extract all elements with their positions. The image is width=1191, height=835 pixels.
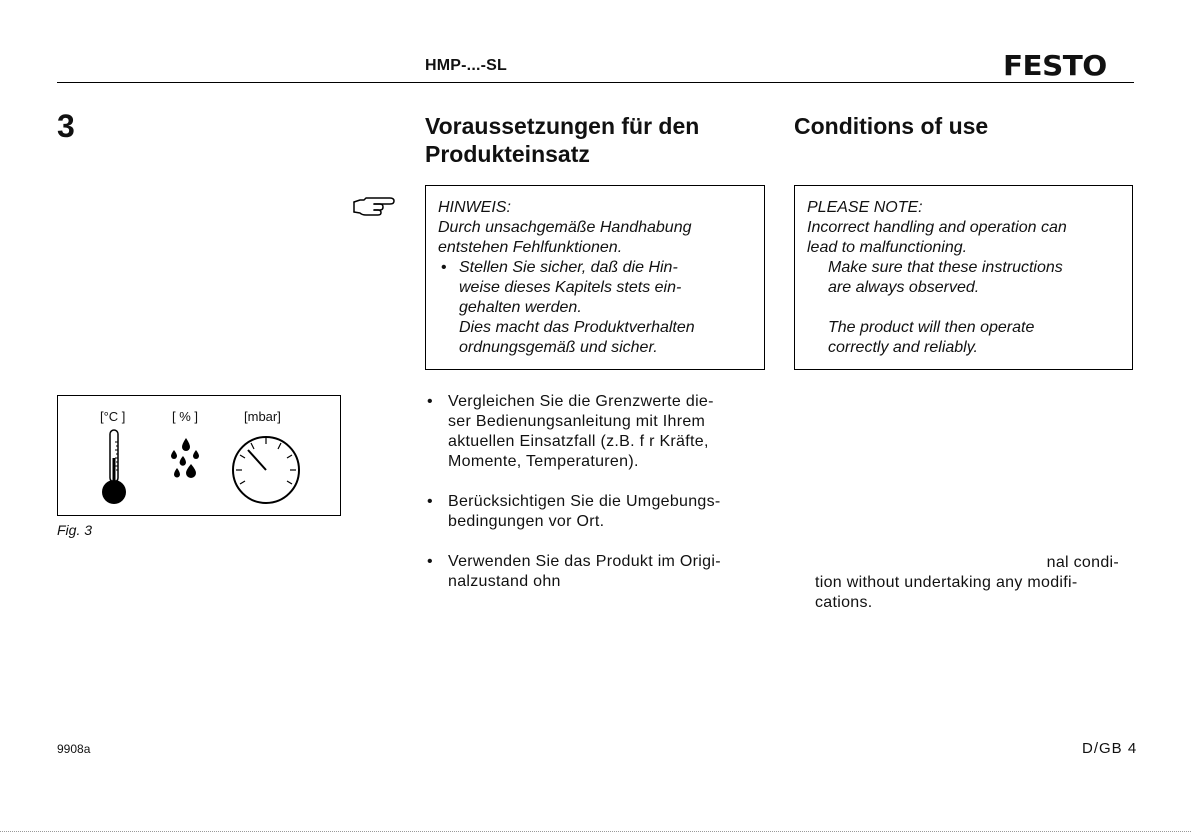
body-text-english-fragment <box>815 553 1135 613</box>
note-bullet-item <box>438 258 752 358</box>
list-item-line: Berücksichtigen Sie die Umgebungs- <box>448 493 721 510</box>
spacer <box>828 298 1120 318</box>
note-indent-line: Make sure that these instructions <box>828 259 1063 276</box>
list-item-line: ser Bedienungsanleitung mit Ihrem <box>448 413 706 430</box>
note-box-german <box>425 185 765 370</box>
heading-german <box>425 112 765 168</box>
page-edge-divider <box>0 831 1191 832</box>
note-line: entstehen Fehlfunktionen. <box>438 239 623 256</box>
bullet-icon: • <box>427 493 433 510</box>
festo-logo: FESTO <box>1003 49 1107 82</box>
list-item-line: aktuellen Einsatzfall (z.B. f r Kräfte, <box>448 433 709 450</box>
body-line: cations. <box>815 594 873 611</box>
note-title: PLEASE NOTE: <box>807 199 923 216</box>
document-code: 9908a <box>57 742 91 756</box>
list-item <box>425 552 770 592</box>
note-box-english <box>794 185 1133 370</box>
heading-german-line-1: Voraussetzungen für den <box>425 113 700 139</box>
list-item <box>425 492 770 532</box>
note-line: Durch unsachgemäße Handhabung <box>438 219 692 236</box>
heading-english: Conditions of use <box>794 113 989 139</box>
chapter-number: 3 <box>57 108 75 144</box>
list-item-line: Verwenden Sie das Produkt im Origi- <box>448 553 721 570</box>
note-line: Incorrect handling and operation can <box>807 219 1067 236</box>
note-indent-line: The product will then operate <box>828 319 1035 336</box>
page-number: D/GB 4 <box>1082 740 1138 757</box>
note-indent-block <box>807 258 1120 358</box>
note-indent-line: correctly and reliably. <box>828 339 978 356</box>
heading-german-line-2: Produkteinsatz <box>425 141 590 167</box>
list-item <box>425 392 770 472</box>
note-bullet-line: weise dieses Kapitels stets ein- <box>459 279 682 296</box>
body-line: nal condi- <box>1046 554 1119 571</box>
body-line: tion without undertaking any modifi- <box>815 574 1078 591</box>
humidity-drops-icon <box>166 436 202 487</box>
list-item-line: Momente, Temperaturen). <box>448 453 639 470</box>
bullet-icon: • <box>441 259 447 276</box>
humidity-unit-label: [ % ] <box>172 409 199 424</box>
header-divider <box>57 82 1134 83</box>
list-item-line: bedingungen vor Ort. <box>448 513 605 530</box>
list-item-line: Vergleichen Sie die Grenzwerte die- <box>448 393 714 410</box>
note-bullet-line: ordnungsgemäß und sicher. <box>459 339 658 356</box>
note-bullet-line: Stellen Sie sicher, daß die Hin- <box>459 259 678 276</box>
note-indent-line: are always observed. <box>828 279 980 296</box>
bullet-icon: • <box>427 393 433 410</box>
body-list-german <box>425 392 770 612</box>
pressure-unit-label: [mbar] <box>244 409 281 424</box>
note-line: lead to malfunctioning. <box>807 239 968 256</box>
thermometer-icon <box>100 428 128 511</box>
note-bullet-line: Dies macht das Produktverhalten <box>459 319 695 336</box>
figure-caption: Fig. 3 <box>57 522 93 538</box>
list-item-line: nalzustand ohn <box>448 573 561 590</box>
temperature-unit-label: [°C ] <box>100 409 126 424</box>
note-bullet-line: gehalten werden. <box>459 299 582 316</box>
figure-3-box <box>57 395 341 516</box>
pointing-hand-icon <box>352 194 396 223</box>
document-header-title: HMP-...-SL <box>425 57 507 74</box>
bullet-icon: • <box>427 553 433 570</box>
note-title: HINWEIS: <box>438 199 511 216</box>
pressure-gauge-icon <box>230 434 302 511</box>
